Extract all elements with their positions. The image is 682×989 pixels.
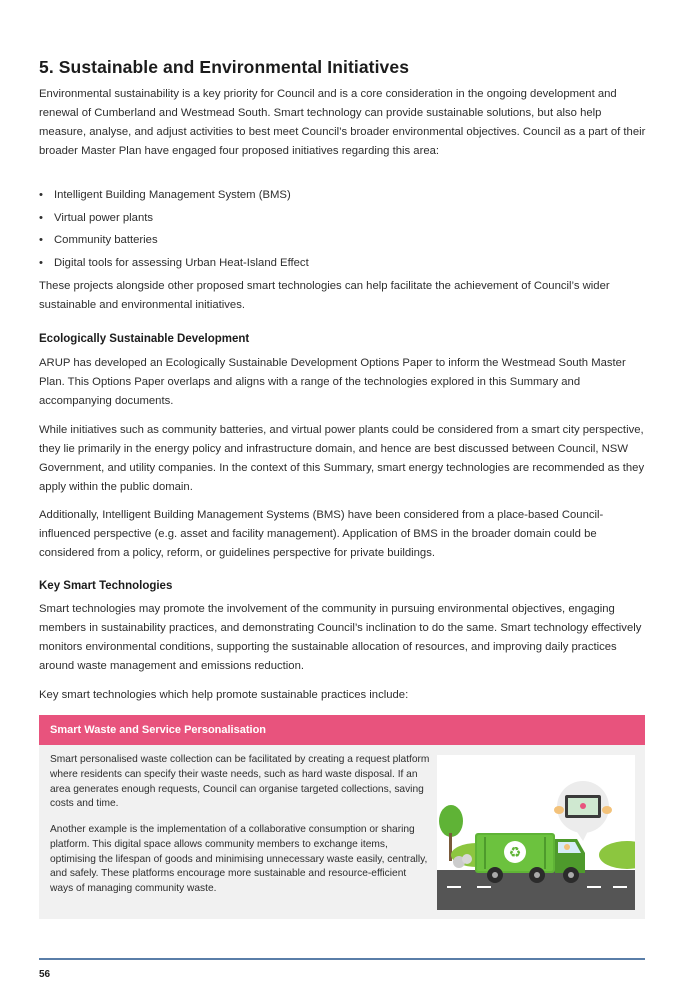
garbage-truck-icon <box>437 755 635 910</box>
kst-paragraph-1: Smart technologies may promote the involvement of the community in pursuing environmental objectives, engaging members in sustainability practices, and demonstrating Council’s inclination to do the same. Smart technology effectively monitors environmental conditions, supporting the sustainable allocation of resources, and improving daily practices around waste management and emissions reduction. <box>39 603 642 672</box>
esd-paragraph-3: Additionally, Intelligent Building Management Systems (BMS) have been considered from a place-based Council-influenced perspective (e.g. asset and facility management). Application of BMS in the broader domain could be considered from a policy, reform, or guidelines perspective for private buildings. <box>39 509 604 559</box>
callout-paragraph-1: Smart personalised waste collection can be facilitated by creating a request platform where residents can specify their waste needs, such as hard waste disposal. If an area generates enough requests, Council can organise targeted collections, saving costs and time. <box>50 754 430 810</box>
list-item: • Community batteries <box>39 231 309 254</box>
page-number: 56 <box>39 969 51 980</box>
callout-title: Smart Waste and Service Personalisation <box>39 715 645 745</box>
esd-heading: Ecologically Sustainable Development <box>39 333 250 345</box>
smart-waste-callout <box>39 715 645 919</box>
footer-divider <box>39 958 645 960</box>
kst-heading: Key Smart Technologies <box>39 580 173 592</box>
after-bullets-paragraph: These projects alongside other proposed smart technologies can help facilitate the achievement of Council’s wider sustainable and environmental initiatives. <box>39 280 610 311</box>
intro-paragraph: Environmental sustainability is a key priority for Council and is a core consideration in the ongoing development and renewal of Cumberland and Westmead South. Smart technology can provide sustainable solutions, but also help measure, analyse, and adjust activities to best meet Council’s broader environmental objectives. Council as a part of their broader Master Plan have engaged four proposed initiatives regarding this area: <box>39 88 646 157</box>
kst-paragraph-2: Key smart technologies which help promote sustainable practices include: <box>39 689 409 701</box>
list-item: • Digital tools for assessing Urban Heat-Island Effect <box>39 254 309 277</box>
waste-truck-illustration <box>437 755 635 910</box>
initiatives-list <box>39 186 309 276</box>
callout-paragraph-2: Another example is the implementation of a collaborative consumption or sharing platform. This digital space allows community members to exchange items, optimising the lifespan of goods and minimising unnecessary waste easily, centrally, and safely. These platforms encourage more sustainable and resource-efficient ways of managing community waste. <box>50 824 428 895</box>
list-item: • Intelligent Building Management System (BMS) <box>39 186 309 209</box>
esd-paragraph-1: ARUP has developed an Ecologically Sustainable Development Options Paper to inform the Westmead South Master Plan. This Options Paper overlaps and aligns with a range of the technologies explored in this Summary and accompanying documents. <box>39 357 626 407</box>
svg-text:♻: ♻ <box>508 845 522 861</box>
section-heading: 5. Sustainable and Environmental Initiatives <box>39 57 410 77</box>
list-item: • Virtual power plants <box>39 209 309 232</box>
esd-paragraph-2: While initiatives such as community batteries, and virtual power plants could be considered from a smart city perspective, they lie primarily in the energy policy and infrastructure domain, and hence are best discussed between Council, NSW Government, and utility companies. In the context of this Summary, smart energy technologies are recommended as they apply within the public domain. <box>39 424 645 493</box>
